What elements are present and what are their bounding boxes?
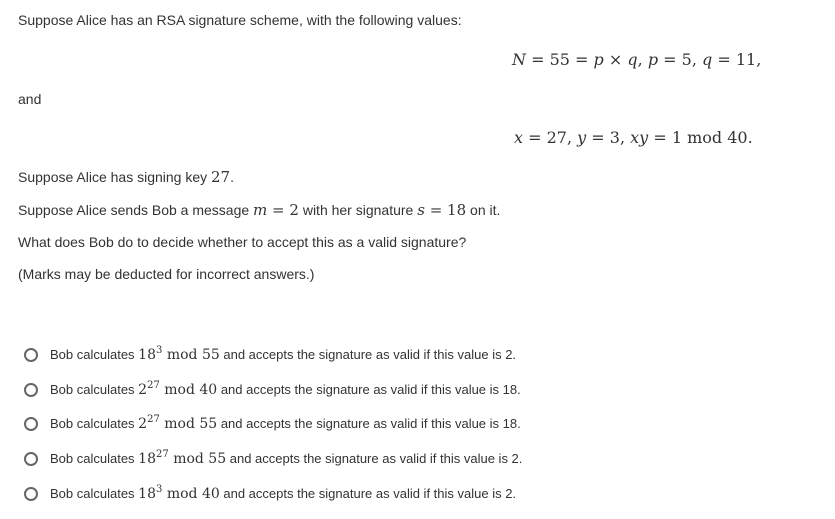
formula-rsa-params: N = 55 = p × q, p = 5, q = 11, bbox=[512, 50, 762, 69]
answer-option-label: Bob calculates $2^{27}$ mod 40 and accepts the signature as valid if this value is 18. bbox=[50, 380, 521, 398]
answer-option-2[interactable] bbox=[24, 379, 521, 401]
message-line: Suppose Alice sends Bob a message m = 2 with her signature s = 18 on it. bbox=[18, 201, 501, 219]
answer-option-1[interactable] bbox=[24, 344, 516, 366]
question-intro: Suppose Alice has an RSA signature scheme, with the following values: bbox=[18, 12, 462, 28]
answer-option-3[interactable] bbox=[24, 413, 521, 435]
answer-option-4[interactable] bbox=[24, 448, 522, 470]
marks-note: (Marks may be deducted for incorrect answers.) bbox=[18, 266, 315, 282]
answer-option-label: Bob calculates $18^3$ mod 40 and accepts the signature as valid if this value is 2. bbox=[50, 484, 517, 502]
radio-button[interactable] bbox=[24, 487, 38, 501]
answer-option-label: Bob calculates $18^{27}$ mod 55 and accepts the signature as valid if this value is 2. bbox=[50, 449, 523, 467]
radio-button[interactable] bbox=[24, 417, 38, 431]
and-text: and bbox=[18, 91, 42, 107]
answer-option-5[interactable] bbox=[24, 483, 516, 505]
radio-button[interactable] bbox=[24, 348, 38, 362]
signing-key-line: Suppose Alice has signing key 27. bbox=[18, 168, 234, 186]
answer-option-label: Bob calculates $2^{27}$ mod 55 and accepts the signature as valid if this value is 18. bbox=[50, 414, 521, 432]
question-text: What does Bob do to decide whether to accept this as a valid signature? bbox=[18, 234, 467, 250]
radio-button[interactable] bbox=[24, 452, 38, 466]
formula-keys: x = 27, y = 3, xy = 1 mod 40. bbox=[514, 128, 753, 147]
radio-button[interactable] bbox=[24, 383, 38, 397]
answer-option-label: Bob calculates $18^3$ mod 55 and accepts the signature as valid if this value is 2. bbox=[50, 345, 517, 363]
